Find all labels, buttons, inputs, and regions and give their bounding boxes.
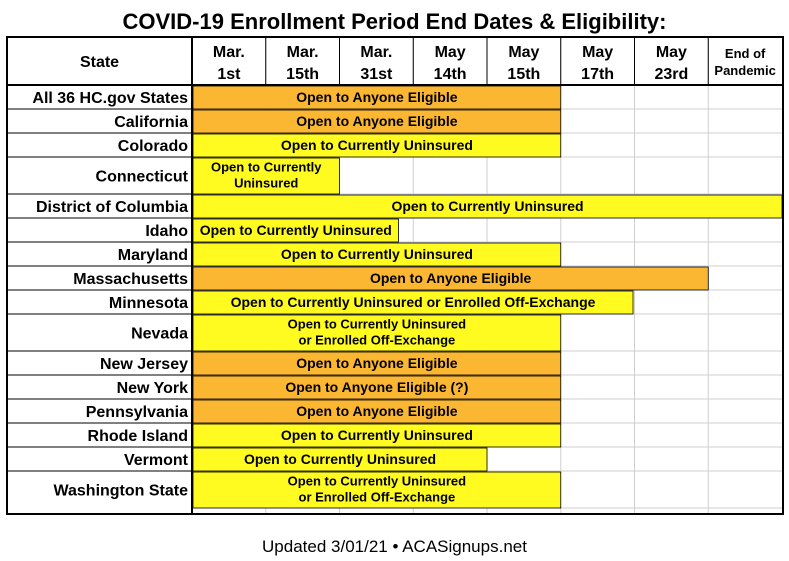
state-label: New York [116, 380, 188, 397]
bar-label: Open to Anyone Eligible [296, 113, 458, 129]
bar-label: Open to Currently [210, 159, 322, 175]
column-header: Mar. [212, 44, 245, 61]
bar-label: Open to Currently Uninsured [391, 198, 584, 214]
bar-label: Open to Anyone Eligible [296, 355, 458, 371]
column-header: 1st [217, 66, 241, 83]
column-header: End of [724, 46, 766, 61]
state-label: Maryland [117, 247, 188, 264]
state-label: All 36 HC.gov States [32, 90, 188, 107]
state-label: Massachusetts [73, 271, 188, 288]
bar-label: or Enrolled Off-Exchange [298, 489, 456, 505]
state-label: Nevada [131, 325, 188, 343]
state-label: Minnesota [108, 295, 188, 312]
bar-label: Open to Anyone Eligible [296, 403, 458, 419]
bar-label: Open to Anyone Eligible [296, 89, 458, 105]
bar-label: Open to Currently Uninsured [280, 137, 473, 153]
state-label: Vermont [123, 452, 188, 469]
bar-label: or Enrolled Off-Exchange [298, 332, 456, 348]
column-header: 31st [360, 66, 393, 83]
state-label: Rhode Island [87, 428, 188, 445]
column-header: Mar. [286, 44, 319, 61]
bar-label: Open to Currently Uninsured [199, 222, 392, 238]
bar-label: Open to Currently Uninsured [280, 427, 473, 443]
state-label: Colorado [117, 138, 188, 155]
column-header: May [508, 44, 540, 61]
state-label: District of Columbia [35, 199, 188, 216]
state-label: New Jersey [99, 356, 188, 373]
state-label: Idaho [145, 223, 188, 240]
bar-label: Open to Currently Uninsured [287, 473, 467, 489]
bar-label: Open to Currently Uninsured or Enrolled Off-Exchange [230, 294, 596, 310]
column-header: 15th [507, 66, 541, 83]
bar-label: Open to Currently Uninsured [287, 316, 467, 332]
bar-label: Uninsured [234, 175, 299, 191]
column-header: Mar. [360, 44, 393, 61]
chart-title: COVID-19 Enrollment Period End Dates & Eligibility: [122, 9, 667, 34]
state-label: California [114, 114, 188, 131]
bar-label: Open to Anyone Eligible (?) [285, 379, 469, 395]
bar-label: Open to Anyone Eligible [369, 270, 532, 286]
state-label: Washington State [53, 482, 188, 500]
column-header: 14th [433, 66, 467, 83]
state-label: Pennsylvania [85, 404, 188, 421]
state-label: Connecticut [95, 168, 188, 186]
column-header: May [582, 44, 614, 61]
state-header: State [79, 54, 120, 71]
column-header: Pandemic [714, 63, 776, 78]
column-header: 23rd [654, 66, 689, 83]
column-header: May [655, 44, 687, 61]
bar-label: Open to Currently Uninsured [280, 246, 473, 262]
column-header: 17th [581, 66, 615, 83]
bar-label: Open to Currently Uninsured [243, 451, 437, 467]
footer-credit: Updated 3/01/21 • ACASignups.net [262, 537, 527, 556]
column-header: May [434, 44, 466, 61]
column-header: 15th [286, 66, 320, 83]
